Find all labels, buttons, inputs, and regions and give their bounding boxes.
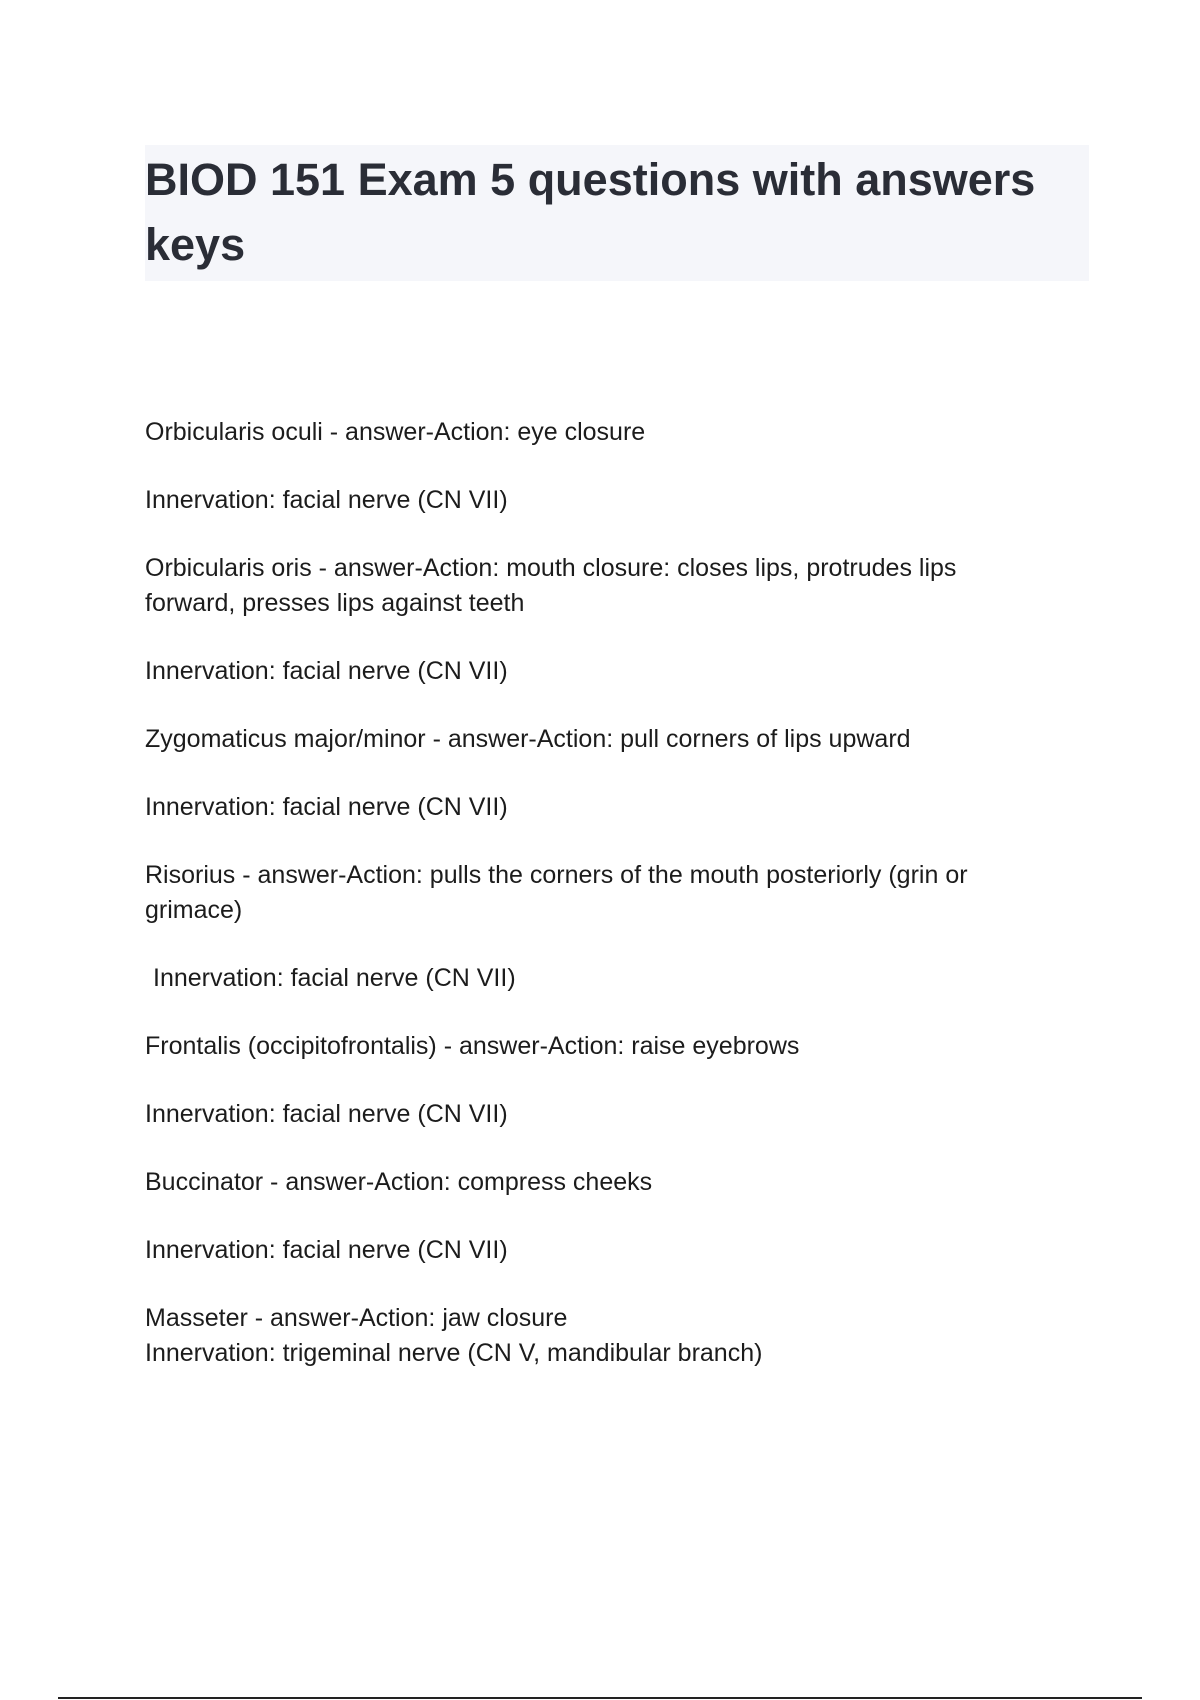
paragraph-innervation: Innervation: facial nerve (CN VII) bbox=[145, 1236, 508, 1264]
paragraph-buccinator: Buccinator - answer-Action: compress cheeks bbox=[145, 1168, 653, 1196]
paragraph-orbicularis-oculi: Orbicularis oculi - answer-Action: eye closure bbox=[145, 418, 646, 446]
paragraph-zygomaticus: Zygomaticus major/minor - answer-Action: pull corners of lips upward bbox=[145, 725, 911, 753]
footer-divider bbox=[58, 1697, 1142, 1699]
title-banner bbox=[145, 145, 1089, 281]
paragraph-innervation-trigeminal: Innervation: trigeminal nerve (CN V, mandibular branch) bbox=[145, 1339, 763, 1367]
paragraph-innervation: Innervation: facial nerve (CN VII) bbox=[145, 793, 508, 821]
paragraph-innervation: Innervation: facial nerve (CN VII) bbox=[145, 657, 508, 685]
paragraph-orbicularis-oris: Orbicularis oris - answer-Action: mouth closure: closes lips, protrudes lips forward, presses lips against teeth bbox=[145, 554, 957, 617]
paragraph-frontalis: Frontalis (occipitofrontalis) - answer-Action: raise eyebrows bbox=[145, 1032, 800, 1060]
paragraph-innervation: Innervation: facial nerve (CN VII) bbox=[145, 1100, 508, 1128]
paragraph-risorius: Risorius - answer-Action: pulls the corners of the mouth posteriorly (grin or grimace) bbox=[145, 861, 968, 924]
page-title: BIOD 151 Exam 5 questions with answers keys bbox=[145, 154, 1036, 270]
paragraph-masseter: Masseter - answer-Action: jaw closure bbox=[145, 1304, 568, 1332]
paragraph-innervation: Innervation: facial nerve (CN VII) bbox=[153, 964, 516, 992]
document-body bbox=[145, 415, 1045, 1371]
paragraph-innervation: Innervation: facial nerve (CN VII) bbox=[145, 486, 508, 514]
